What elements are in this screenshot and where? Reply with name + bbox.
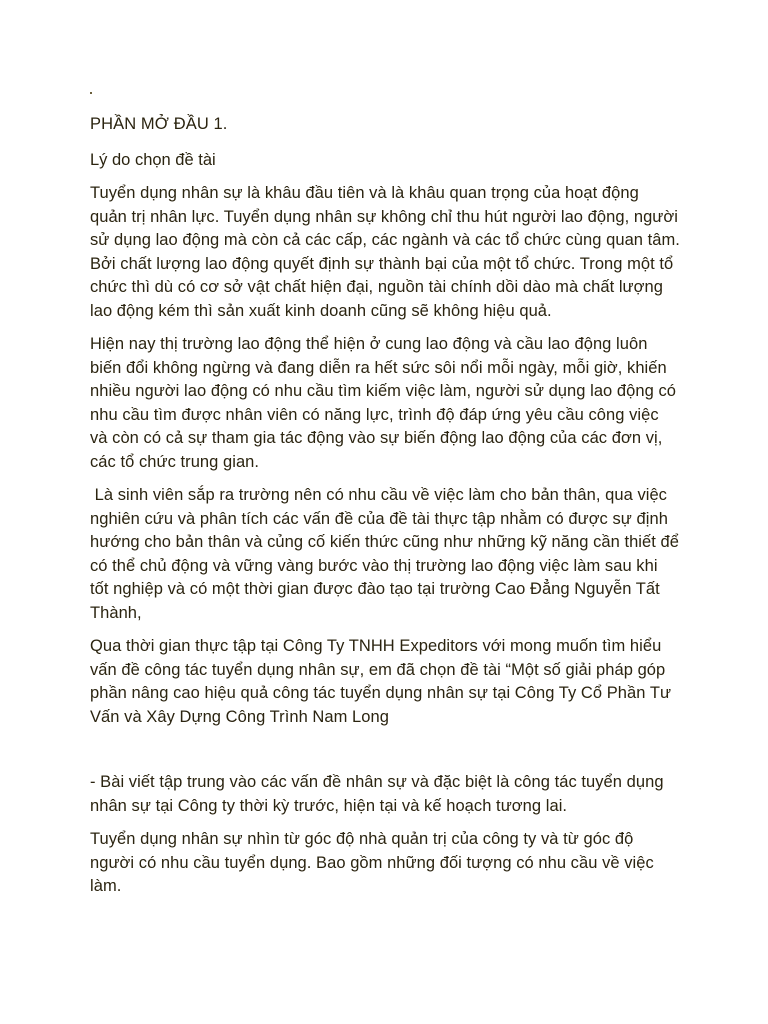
section-heading: PHẦN MỞ ĐẦU 1. bbox=[90, 115, 228, 133]
paragraph-recruitment-importance: Tuyển dụng nhân sự là khâu đầu tiên và là khâu quan trọng của hoạt động quản trị nhân lực. Tuyển dụng nhân sự không chỉ thu hút người lao động, người sử dụng lao động mà còn cả các cấp, các ngành và các tổ chức cùng quan tâm. Bởi chất lượng lao động quyết định sự thành bại của một tổ chức. Trong một tổ chức thì dù có cơ sở vật chất hiện đại, nguồn tài chính dồi dào mà chất lượng lao động kém thì sản xuất kinh doanh cũng sẽ không hiệu quả. bbox=[90, 184, 680, 320]
section-subheading: Lý do chọn đề tài bbox=[90, 151, 216, 169]
paragraph-topic-choice: Qua thời gian thực tập tại Công Ty TNHH Expeditors với mong muốn tìm hiểu vấn đề công tác tuyển dụng nhân sự, em đã chọn đề tài “Một số giải pháp góp phần nâng cao hiệu quả công tác tuyển dụng nhân sự tại Công Ty Cổ Phần Tư Vấn và Xây Dựng Công Trình Nam Long bbox=[90, 637, 672, 726]
paragraph-gap bbox=[90, 739, 680, 771]
paragraph-article-focus: - Bài viết tập trung vào các vấn đề nhân sự và đặc biệt là công tác tuyển dụng nhân sự tại Công ty thời kỳ trước, hiện tại và kế hoạch tương lai. bbox=[90, 773, 664, 815]
paragraph-perspective: Tuyển dụng nhân sự nhìn từ góc độ nhà quản trị của công ty và từ góc độ người có nhu cầu tuyển dụng. Bao gồm những đối tượng có nhu cầu về việc làm. bbox=[90, 830, 654, 895]
document-page bbox=[90, 88, 684, 909]
paragraph-labor-market: Hiện nay thị trường lao động thể hiện ở cung lao động và cầu lao động luôn biến đổi không ngừng và đang diễn ra hết sức sôi nổi mỗi ngày, mỗi giờ, khiến nhiều người lao động có nhu cầu tìm kiếm việc làm, người sử dụng lao động có nhu cầu tìm được nhân viên có năng lực, trình độ đáp ứng yêu cầu công việc và còn có cả sự tham gia tác động vào sự biến động lao động của các đơn vị, các tổ chức trung gian. bbox=[90, 335, 676, 471]
paragraph-student-motivation: Là sinh viên sắp ra trường nên có nhu cầu về việc làm cho bản thân, qua việc nghiên cứu và phân tích các vấn đề của đề tài thực tập nhằm có được sự định hướng cho bản thân và củng cố kiến thức cũng như những kỹ năng cần thiết để có thể chủ động và vững vàng bước vào thị trường lao động việc làm sau khi tốt nghiệp và có một thời gian được đào tạo tại trường Cao Đẳng Nguyễn Tất Thành, bbox=[90, 486, 684, 622]
